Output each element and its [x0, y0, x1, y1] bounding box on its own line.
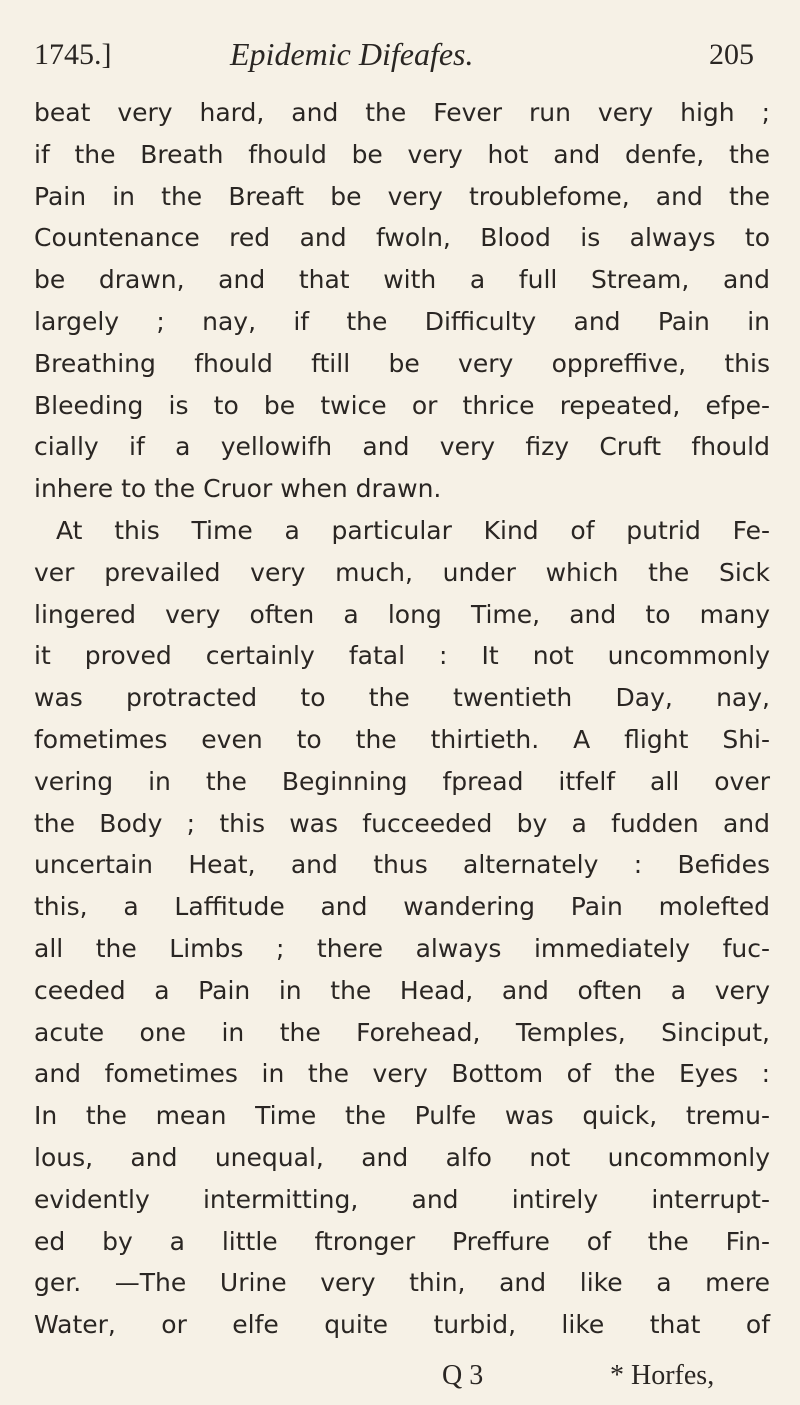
- text-line: all the Limbs ; there always immediately fuc-: [34, 933, 770, 963]
- text-line: Water, or elfe quite turbid, like that of: [34, 1310, 770, 1340]
- text-line: evidently intermitting, and intirely interrupt-: [34, 1184, 770, 1214]
- text-line: inhere to the Cruor when drawn.: [34, 474, 442, 504]
- text-line: ver prevailed very much, under which the Sick: [34, 557, 770, 587]
- text-line: lous, and unequal, and alfo not uncommonly: [34, 1142, 770, 1172]
- paragraph-1: [34, 92, 770, 510]
- text-line: and fometimes in the very Bottom of the Eyes :: [34, 1059, 770, 1089]
- paragraph-2: [34, 510, 770, 1346]
- running-title: Epidemic Difeafes.: [230, 36, 474, 72]
- page-footer: [0, 1360, 800, 1396]
- text-line: largely ; nay, if the Difficulty and Pain in: [34, 306, 770, 336]
- text-line: acute one in the Forehead, Temples, Sinciput,: [34, 1017, 770, 1047]
- text-line: Pain in the Breaft be very troublefome, and the: [34, 181, 770, 211]
- text-line: Breathing fhould ftill be very oppreffive, this: [34, 348, 770, 378]
- signature-mark: Q 3: [442, 1360, 484, 1391]
- text-line: Bleeding is to be twice or thrice repeated, efpe-: [34, 390, 770, 420]
- text-line: the Body ; this was fucceeded by a fudden and: [34, 808, 770, 838]
- text-line: ger. —The Urine very thin, and like a mere: [34, 1268, 770, 1298]
- text-line: if the Breath fhould be very hot and denfe, the: [34, 139, 770, 169]
- text-line: At this Time a particular Kind of putrid Fe-: [56, 515, 770, 545]
- text-line: Countenance red and fwoln, Blood is always to: [34, 223, 770, 253]
- page-number: 205: [709, 38, 754, 71]
- text-line: vering in the Beginning fpread itfelf all over: [34, 766, 770, 796]
- text-line: this, a Laffitude and wandering Pain molefted: [34, 892, 770, 922]
- text-line: ed by a little ftronger Preffure of the Fin-: [34, 1226, 770, 1256]
- running-header: [34, 28, 754, 84]
- text-line: be drawn, and that with a full Stream, and: [34, 265, 770, 295]
- text-line: lingered very often a long Time, and to many: [34, 599, 770, 629]
- catchword: * Horfes,: [610, 1360, 715, 1391]
- body-text: [34, 92, 770, 1346]
- text-line: was protracted to the twentieth Day, nay,: [34, 683, 770, 713]
- text-line: ceeded a Pain in the Head, and often a very: [34, 975, 770, 1005]
- text-line: beat very hard, and the Fever run very high ;: [34, 98, 770, 127]
- header-year: 1745.]: [34, 38, 112, 71]
- text-line: cially if a yellowifh and very fizy Cruft fhould: [34, 432, 770, 462]
- text-line: uncertain Heat, and thus alternately : Befides: [34, 850, 770, 880]
- text-line: it proved certainly fatal : It not uncommonly: [34, 641, 770, 671]
- text-line: In the mean Time the Pulfe was quick, tremu-: [34, 1101, 770, 1131]
- text-line: fometimes even to the thirtieth. A flight Shi-: [34, 724, 770, 754]
